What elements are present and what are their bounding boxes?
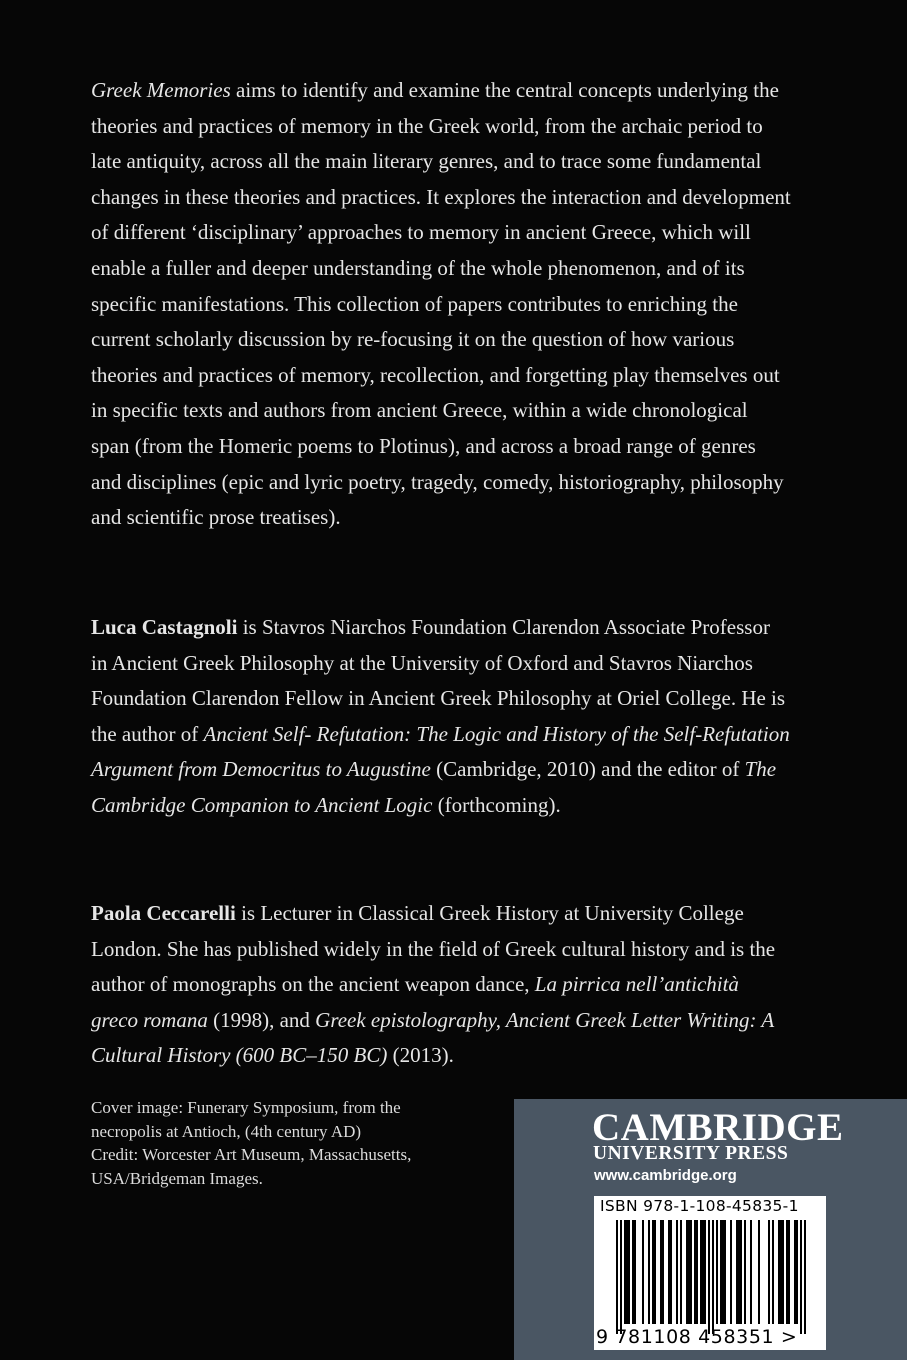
barcode-bar xyxy=(620,1220,622,1334)
barcode-bar xyxy=(686,1220,688,1324)
bio-text: is Stavros Niarchos Foundation Clarendon Associate Professor in Ancient Greek Philosophy at the University of Oxford and Stavros Niarchos Foundation Clarendon Fellow in Ancient Greek Philosophy at Oriel College. He is the author of xyxy=(91,615,786,746)
barcode-bar xyxy=(730,1220,732,1324)
barcode-bar xyxy=(628,1220,630,1324)
barcode-bar xyxy=(796,1220,798,1324)
barcode-bar xyxy=(648,1220,650,1324)
barcode-bar xyxy=(702,1220,704,1324)
credit-line: necropolis at Antioch, (4th century AD) xyxy=(91,1121,362,1141)
barcode-bar xyxy=(642,1220,644,1324)
barcode-bar xyxy=(778,1220,780,1324)
barcode-bar xyxy=(688,1220,690,1324)
isbn-number: ISBN 978-1-108-45835-1 xyxy=(600,1197,799,1215)
cover-image-credit xyxy=(91,1096,501,1190)
barcode-bar xyxy=(632,1220,634,1324)
barcode-bar xyxy=(704,1220,706,1324)
bio-text: (Cambridge, 2010) and the editor of xyxy=(430,757,745,782)
barcode-bar xyxy=(654,1220,656,1324)
barcode-bar xyxy=(786,1220,788,1324)
description-paragraph xyxy=(91,73,791,536)
book-title: La pirrica nell’antichità greco romana xyxy=(91,972,739,1032)
barcode-bar xyxy=(676,1220,678,1324)
barcode-bar xyxy=(712,1220,714,1334)
barcode-bar xyxy=(782,1220,784,1324)
barcode-bar xyxy=(768,1220,770,1324)
barcode-bar xyxy=(660,1220,662,1324)
barcode-bar xyxy=(696,1220,698,1324)
bio-text: (2013). xyxy=(387,1043,454,1068)
barcode-bar xyxy=(668,1220,670,1324)
barcode-bar xyxy=(780,1220,782,1324)
publisher-logo-subtitle: UNIVERSITY PRESS xyxy=(593,1143,789,1164)
book-title: Greek Memories xyxy=(91,78,231,102)
barcode-bar xyxy=(750,1220,752,1324)
barcode-bar xyxy=(708,1220,710,1334)
barcode-bar xyxy=(690,1220,692,1324)
publisher-panel xyxy=(514,1099,907,1360)
editor-name: Luca Castagnoli xyxy=(91,615,238,639)
barcode-bar xyxy=(652,1220,654,1324)
barcode-bar xyxy=(738,1220,740,1324)
bio-text: is Lecturer in Classical Greek History at University College London. She has published widely in the field of Greek cultural history and is the author of monographs on the ancient weapon dance, xyxy=(91,901,776,997)
book-title: Ancient Self- Refutation: The Logic and History of the Self-Refutation Argument from Democritus to Augustine xyxy=(91,721,790,782)
barcode-bar xyxy=(662,1220,664,1324)
barcode-label xyxy=(594,1196,826,1350)
bio-text: (1998), and xyxy=(207,1007,316,1032)
barcode-bar xyxy=(694,1220,696,1324)
barcode-bar xyxy=(772,1220,774,1324)
barcode-bar xyxy=(624,1220,626,1324)
publisher-logo-name: CAMBRIDGE xyxy=(592,1106,844,1149)
barcode-bar xyxy=(626,1220,628,1324)
barcode-bar xyxy=(720,1220,722,1324)
barcode-bar xyxy=(736,1220,738,1324)
barcode-bar xyxy=(670,1220,672,1324)
barcode-bar xyxy=(804,1220,806,1334)
barcode-bar xyxy=(744,1220,746,1324)
barcode-bar xyxy=(722,1220,724,1324)
credit-line: USA/Bridgeman Images. xyxy=(91,1168,263,1188)
description-text: aims to identify and examine the central concepts underlying the theories and practices of memory in the Greek world, from the archaic period to late antiquity, across all the main literary genres, and to trace some fundamental changes in these theories and practices. It explores the interaction and development of different ‘disciplinary’ approaches to memory in ancient Greece, which will enable a fuller and deeper understanding of the whole phenomenon, and of its specific manifestations. This collection of papers contributes to enriching the current scholarly discussion by re-focusing it on the question of how various theories and practices of memory, recollection, and forgetting play themselves out in specific texts and authors from ancient Greece, within a wide chronological span (from the Homeric poems to Plotinus), and across a broad range of genres and disciplines (epic and lyric poetry, tragedy, comedy, historiography, philosophy and scientific prose treatises). xyxy=(91,78,791,530)
barcode-bar xyxy=(800,1220,802,1334)
editor-bio-castagnoli xyxy=(91,610,791,824)
barcode-bar xyxy=(700,1220,702,1324)
barcode-bar xyxy=(740,1220,742,1324)
barcode-bar xyxy=(634,1220,636,1324)
barcode-bar xyxy=(680,1220,682,1324)
book-title: Greek epistolography, Ancient Greek Letter Writing: A Cultural History (600 BC–150 BC) xyxy=(91,1007,774,1068)
barcode-bar xyxy=(788,1220,790,1324)
barcode-bar xyxy=(724,1220,726,1324)
barcode-bar xyxy=(794,1220,796,1324)
publisher-url: www.cambridge.org xyxy=(594,1167,737,1184)
editor-name: Paola Ceccarelli xyxy=(91,901,236,925)
barcode-bar xyxy=(758,1220,760,1324)
credit-line: Credit: Worcester Art Museum, Massachusetts, xyxy=(91,1145,412,1164)
barcode-bar xyxy=(616,1220,618,1334)
book-title: The Cambridge Companion to Ancient Logic xyxy=(91,757,777,817)
barcode-bar xyxy=(716,1220,718,1324)
barcode-digits: 9 781108 458351 > xyxy=(596,1326,798,1348)
editor-bio-ceccarelli xyxy=(91,896,791,1074)
bio-text: (forthcoming). xyxy=(432,792,561,817)
credit-line: Cover image: Funerary Symposium, from the xyxy=(91,1098,401,1117)
